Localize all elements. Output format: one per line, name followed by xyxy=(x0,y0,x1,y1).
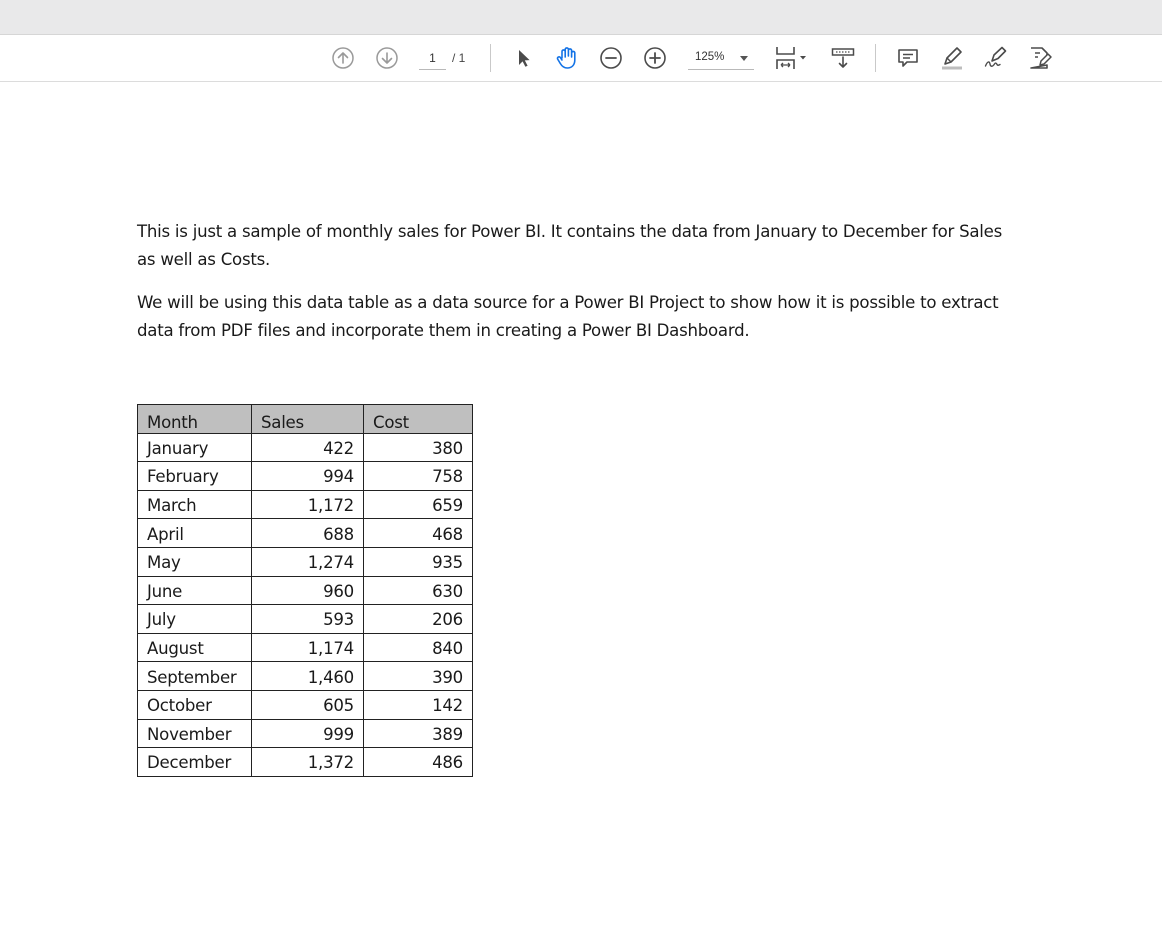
comment-icon xyxy=(896,46,920,70)
previous-page-button[interactable] xyxy=(330,45,356,71)
scroll-mode-button[interactable] xyxy=(830,45,856,71)
edit-pdf-icon xyxy=(1027,45,1053,71)
sales-cell: 593 xyxy=(252,605,364,634)
cost-cell: 380 xyxy=(364,433,473,462)
month-cell: February xyxy=(138,462,252,491)
table-row xyxy=(138,748,473,777)
table-row xyxy=(138,719,473,748)
zoom-in-button[interactable] xyxy=(642,45,668,71)
month-cell: May xyxy=(138,547,252,576)
sales-cell: 688 xyxy=(252,519,364,548)
cost-cell: 840 xyxy=(364,633,473,662)
sales-cell: 960 xyxy=(252,576,364,605)
column-header-cost: Cost xyxy=(364,405,473,434)
cost-cell: 486 xyxy=(364,748,473,777)
zoom-out-button[interactable] xyxy=(598,45,624,71)
intro-paragraph: This is just a sample of monthly sales for Power BI. It contains the data from January to December for Sales as well as Costs. xyxy=(137,222,1002,269)
sales-cell: 1,172 xyxy=(252,490,364,519)
next-page-button[interactable] xyxy=(374,45,400,71)
month-cell: July xyxy=(138,605,252,634)
cost-cell: 659 xyxy=(364,490,473,519)
table-row xyxy=(138,462,473,491)
cost-cell: 758 xyxy=(364,462,473,491)
sales-cell: 1,460 xyxy=(252,662,364,691)
sales-cell: 1,274 xyxy=(252,547,364,576)
sign-button[interactable] xyxy=(983,45,1009,71)
table-row xyxy=(138,605,473,634)
month-cell: October xyxy=(138,690,252,719)
cost-cell: 468 xyxy=(364,519,473,548)
highlight-pen-icon xyxy=(939,45,965,71)
month-cell: November xyxy=(138,719,252,748)
cost-cell: 142 xyxy=(364,690,473,719)
pointer-icon xyxy=(513,48,533,68)
cost-cell: 390 xyxy=(364,662,473,691)
sales-cell: 422 xyxy=(252,433,364,462)
chevron-down-icon xyxy=(740,56,748,61)
month-cell: August xyxy=(138,633,252,662)
fit-page-button[interactable] xyxy=(774,45,810,71)
hand-icon xyxy=(554,45,580,71)
zoom-level-dropdown[interactable] xyxy=(688,46,754,70)
table-row xyxy=(138,633,473,662)
table-row xyxy=(138,690,473,719)
hand-tool-button[interactable] xyxy=(554,45,580,71)
month-cell: January xyxy=(138,433,252,462)
arrow-up-circle-icon xyxy=(331,46,355,70)
sales-cost-table xyxy=(137,404,473,777)
highlight-button[interactable] xyxy=(939,45,965,71)
cost-cell: 389 xyxy=(364,719,473,748)
toolbar-divider xyxy=(875,44,876,72)
column-header-month: Month xyxy=(138,405,252,434)
cost-cell: 935 xyxy=(364,547,473,576)
zoom-out-icon xyxy=(599,46,623,70)
zoom-level-value: 125% xyxy=(695,51,725,63)
toolbar-divider xyxy=(490,44,491,72)
sign-icon xyxy=(983,45,1009,71)
month-cell: June xyxy=(138,576,252,605)
sales-cell: 999 xyxy=(252,719,364,748)
month-cell: March xyxy=(138,490,252,519)
purpose-paragraph: We will be using this data table as a data source for a Power BI Project to show how it is possible to extract data from PDF files and incorporate them in creating a Power BI Dashboard. xyxy=(137,293,999,340)
sales-cell: 1,174 xyxy=(252,633,364,662)
sales-cell: 994 xyxy=(252,462,364,491)
scroll-mode-icon xyxy=(830,45,856,71)
app-top-strip xyxy=(0,0,1162,35)
cost-cell: 630 xyxy=(364,576,473,605)
select-tool-button[interactable] xyxy=(510,45,536,71)
month-cell: April xyxy=(138,519,252,548)
comment-button[interactable] xyxy=(895,45,921,71)
table-row xyxy=(138,490,473,519)
table-row xyxy=(138,662,473,691)
table-header-row xyxy=(138,405,473,434)
month-cell: September xyxy=(138,662,252,691)
zoom-in-icon xyxy=(643,46,667,70)
sales-cell: 605 xyxy=(252,690,364,719)
table-row xyxy=(138,576,473,605)
table-row xyxy=(138,433,473,462)
fit-page-icon xyxy=(774,44,810,72)
sales-cell: 1,372 xyxy=(252,748,364,777)
page-number-input[interactable] xyxy=(419,47,446,70)
pdf-page xyxy=(0,82,1162,927)
arrow-down-circle-icon xyxy=(375,46,399,70)
pdf-toolbar xyxy=(0,35,1162,82)
table-row xyxy=(138,547,473,576)
page-total-label: / 1 xyxy=(452,51,466,65)
column-header-sales: Sales xyxy=(252,405,364,434)
month-cell: December xyxy=(138,748,252,777)
table-row xyxy=(138,519,473,548)
cost-cell: 206 xyxy=(364,605,473,634)
edit-pdf-button[interactable] xyxy=(1027,45,1053,71)
